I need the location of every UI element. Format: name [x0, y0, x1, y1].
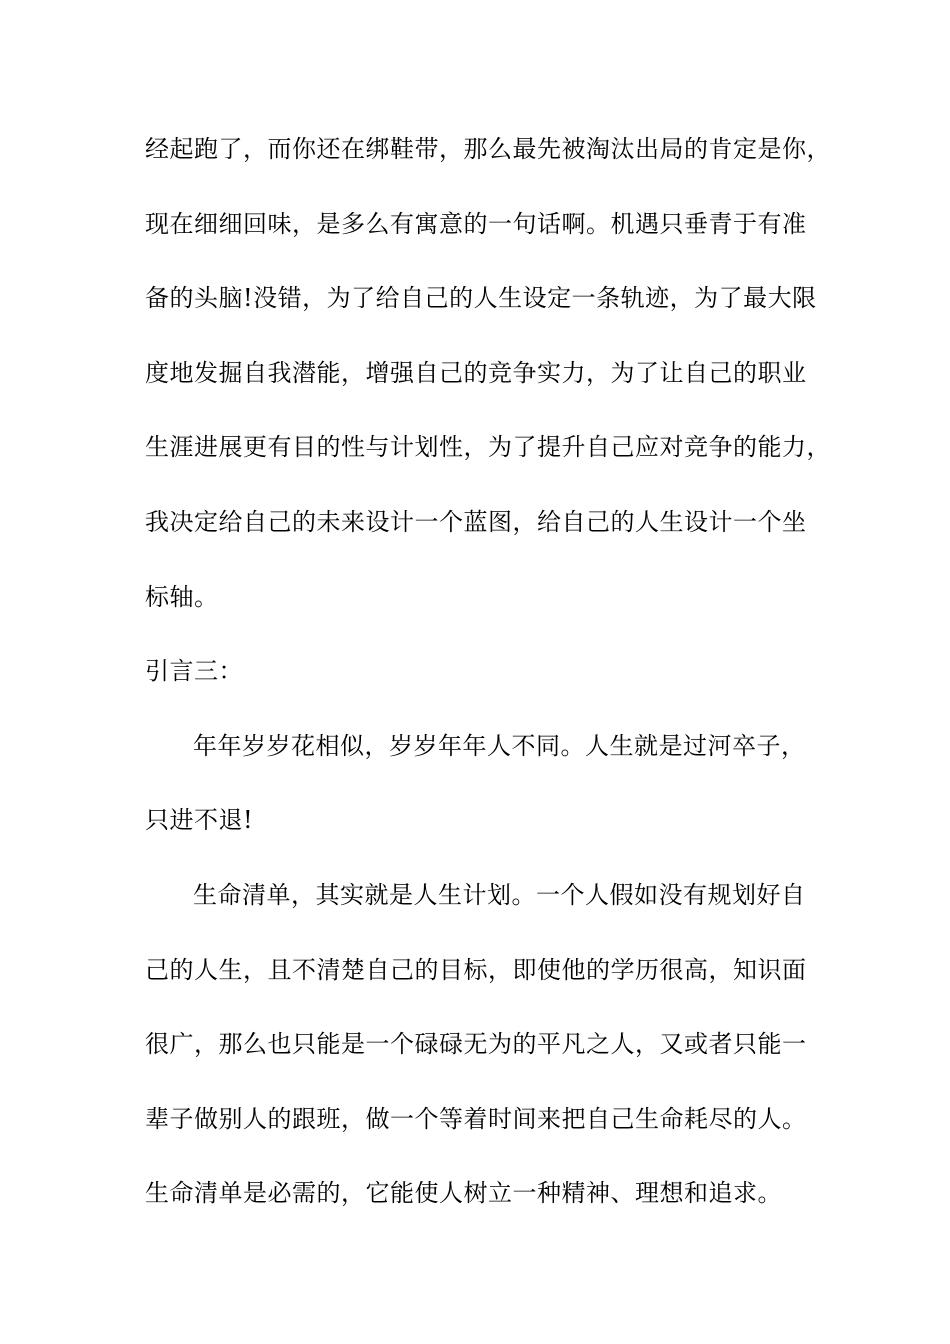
text-line-4: 度地发掘自我潜能，增强自己的竞争实力，为了让自己的职业	[145, 358, 807, 387]
text-line-13: 很广，那么也只能是一个碌碌无为的平凡之人，又或者只能一	[145, 1030, 807, 1059]
text-line-11: 生命清单，其实就是人生计划。一个人假如没有规划好自	[193, 880, 806, 909]
section-heading: 引言三：	[145, 657, 243, 686]
text-line-15: 生命清单是必需的，它能使人树立一种精神、理想和追求。	[145, 1179, 782, 1208]
text-line-9: 年年岁岁花相似，岁岁年年人不同。人生就是过河卒子，	[193, 731, 806, 760]
text-line-6: 我决定给自己的未来设计一个蓝图，给自己的人生设计一个坐	[145, 507, 807, 536]
text-line-3: 备的头脑!没错，为了给自己的人生设定一条轨迹，为了最大限	[145, 284, 817, 313]
text-line-2: 现在细细回味，是多么有寓意的一句话啊。机遇只垂青于有准	[145, 209, 807, 238]
text-line-12: 己的人生，且不清楚自己的目标，即使他的学历很高，知识面	[145, 955, 807, 984]
body-text	[145, 125, 831, 1244]
text-line-1: 经起跑了，而你还在绑鞋带，那么最先被淘汰出局的肯定是你，	[145, 135, 831, 163]
text-line-10: 只进不退!	[145, 806, 254, 835]
text-line-5: 生涯进展更有目的性与计划性，为了提升自己应对竞争的能力，	[145, 433, 831, 462]
text-line-7: 标轴。	[145, 582, 219, 611]
text-line-14: 辈子做别人的跟班，做一个等着时间来把自己生命耗尽的人。	[145, 1104, 807, 1133]
